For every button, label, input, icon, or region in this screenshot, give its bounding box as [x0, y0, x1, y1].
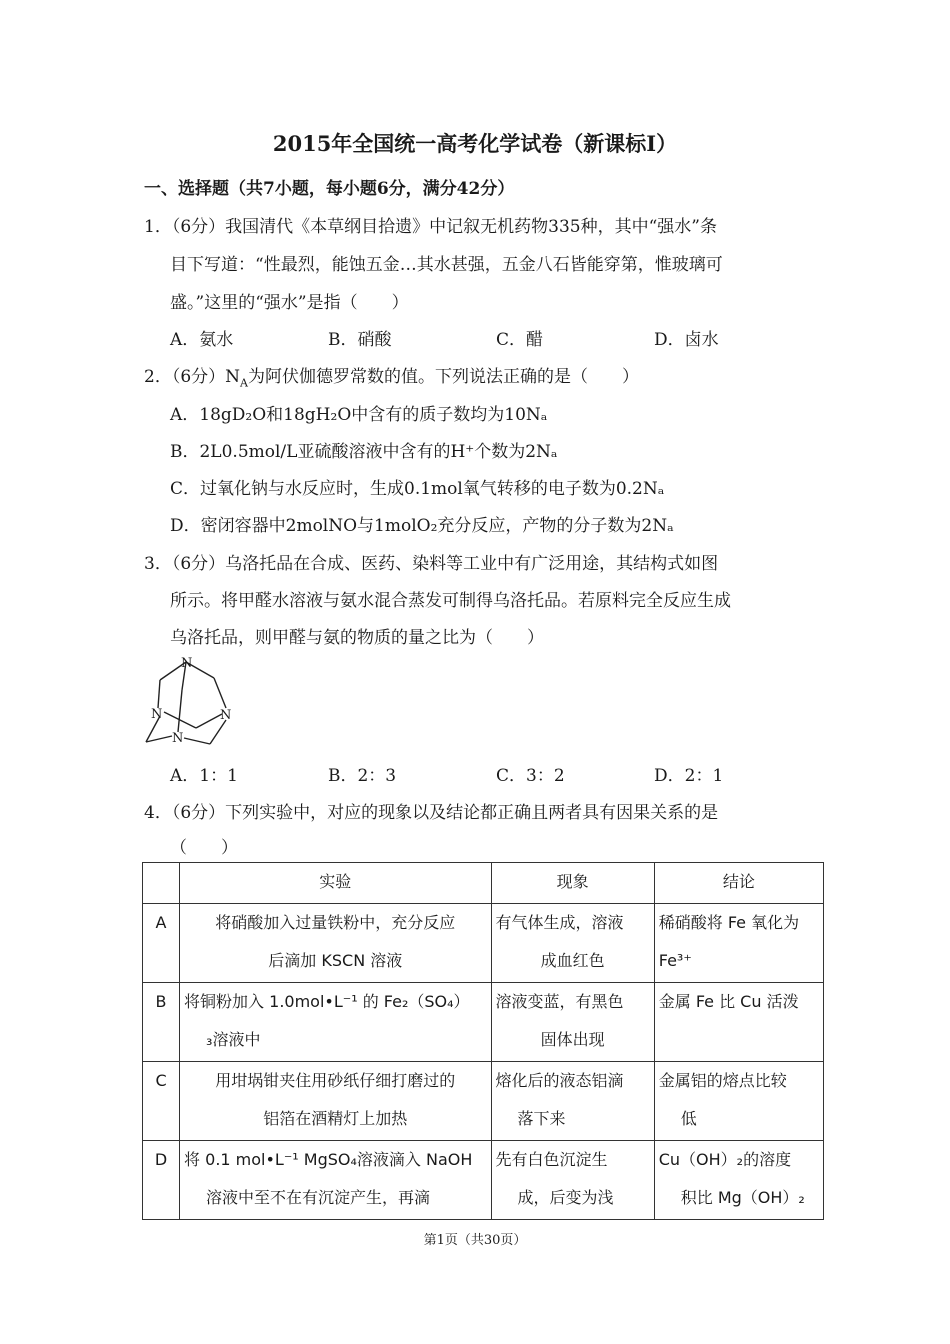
q3-option-b: B．2：3 — [328, 766, 397, 786]
phenomenon-cell: 有气体生成，溶液 成血红色 — [491, 904, 654, 983]
q2-option-d: D．密闭容器中2molNO与1molO₂充分反应，产物的分子数为2Nₐ — [170, 516, 674, 536]
table-row — [143, 1141, 824, 1220]
page-footer: 第1页（共30页） — [423, 1233, 527, 1248]
q1-option-a: A．氨水 — [170, 330, 234, 350]
experiment-cell: 用坩埚钳夹住用砂纸仔细打磨过的 铝箔在酒精灯上加热 — [180, 1062, 491, 1141]
section-heading: 一、选择题（共7小题，每小题6分，满分42分） — [144, 179, 515, 199]
conclusion-cell: 金属铝的熔点比较 低 — [654, 1062, 823, 1141]
header-cell-blank — [143, 863, 180, 904]
q1-option-b: B．硝酸 — [328, 330, 392, 350]
q3-line1: 3．（6分）乌洛托品在合成、医药、染料等工业中有广泛用途，其结构式如图 — [144, 554, 719, 574]
q3-option-c: C．3：2 — [496, 766, 565, 786]
nitrogen-atom-left: N — [151, 707, 163, 722]
conclusion-cell: 稀硝酸将 Fe 氧化为 Fe³⁺ — [654, 904, 823, 983]
q3-option-a: A．1：1 — [170, 766, 238, 786]
experiment-table — [142, 862, 824, 1220]
row-label: D — [143, 1141, 180, 1220]
nitrogen-atom-right: N — [220, 708, 232, 723]
experiment-cell: 将铜粉加入 1.0mol•L⁻¹ 的 Fe₂（SO₄） ₃溶液中 — [180, 983, 491, 1062]
conclusion-cell: 金属 Fe 比 Cu 活泼 — [654, 983, 823, 1062]
q4-line1: 4．（6分）下列实验中，对应的现象以及结论都正确且两者具有因果关系的是 — [144, 803, 719, 823]
q1-line1: 1．（6分）我国清代《本草纲目拾遗》中记叙无机药物335种，其中“强水”条 — [144, 217, 717, 237]
q2-option-c: C．过氧化钠与水反应时，生成0.1mol氧气转移的电子数为0.2Nₐ — [170, 479, 665, 499]
q3-option-d: D．2：1 — [654, 766, 724, 786]
experiment-cell: 将 0.1 mol•L⁻¹ MgSO₄溶液滴入 NaOH 溶液中至不在有沉淀产生，再滴 — [180, 1141, 491, 1220]
header-cell-experiment: 实验 — [180, 863, 491, 904]
q3-line3: 乌洛托品，则甲醛与氨的物质的量之比为（ ） — [170, 628, 544, 648]
hexamine-structure-diagram — [138, 650, 248, 750]
phenomenon-cell: 溶液变蓝，有黑色 固体出现 — [491, 983, 654, 1062]
q1-line2: 目下写道：“性最烈，能蚀五金…其水甚强，五金八石皆能穿第，惟玻璃可 — [170, 255, 723, 275]
row-label: B — [143, 983, 180, 1062]
q2-option-b: B．2L0.5mol/L亚硫酸溶液中含有的H⁺个数为2Nₐ — [170, 442, 558, 462]
q3-line2: 所示。将甲醛水溶液与氨水混合蒸发可制得乌洛托品。若原料完全反应生成 — [170, 591, 731, 611]
row-label: C — [143, 1062, 180, 1141]
q1-option-c: C．醋 — [496, 330, 544, 350]
nitrogen-atom-top: N — [181, 656, 193, 671]
q1-line3: 盛。”这里的“强水”是指（ ） — [170, 293, 409, 313]
phenomenon-cell: 熔化后的液态铝滴 落下来 — [491, 1062, 654, 1141]
table-row — [143, 904, 824, 983]
q4-line2: （ ） — [170, 838, 238, 858]
table-header-row — [143, 863, 824, 904]
page-title: 2015年全国统一高考化学试卷（新课标I） — [272, 131, 678, 156]
nitrogen-atom-bottom: N — [172, 731, 184, 746]
phenomenon-cell: 先有白色沉淀生 成，后变为浅 — [491, 1141, 654, 1220]
experiment-cell: 将硝酸加入过量铁粉中，充分反应 后滴加 KSCN 溶液 — [180, 904, 491, 983]
row-label: A — [143, 904, 180, 983]
header-cell-phenomenon: 现象 — [491, 863, 654, 904]
header-cell-conclusion: 结论 — [654, 863, 823, 904]
table-row — [143, 983, 824, 1062]
q2-stem: 2．（6分）$N_A$为阿伏伽德罗常数的值。下列说法正确的是（ ） — [144, 367, 639, 390]
q1-option-d: D．卤水 — [654, 330, 719, 350]
q2-option-a: A．18gD₂O和18gH₂O中含有的质子数均为10Nₐ — [170, 405, 548, 425]
conclusion-cell: Cu（OH）₂的溶度 积比 Mg（OH）₂ — [654, 1141, 823, 1220]
table-row — [143, 1062, 824, 1141]
